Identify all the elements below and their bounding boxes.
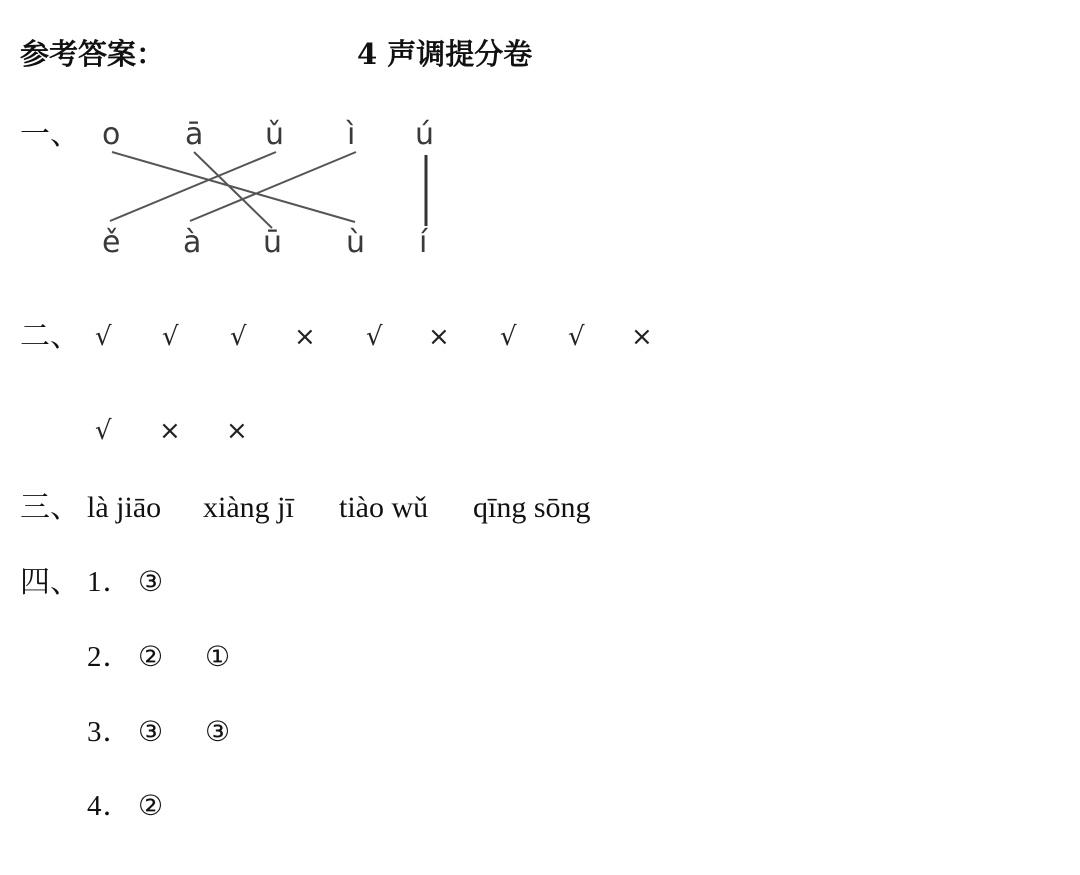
mark-cross: × [428, 322, 450, 352]
item-1-answer-1: ③ [138, 565, 164, 598]
item-1-number: 1． [87, 566, 133, 598]
section-4-label: 四、 [20, 565, 80, 600]
mark-check: √ [568, 322, 585, 352]
mark-check: √ [366, 322, 383, 352]
top-syllable-2: ā [185, 117, 204, 152]
mark-cross: × [226, 416, 248, 446]
bottom-syllable-2: à [183, 225, 202, 260]
top-syllable-5: ú [415, 117, 435, 152]
mark-check: √ [95, 416, 112, 446]
match-line-2 [194, 152, 272, 228]
pinyin-answer-4: qīng sōng [473, 491, 591, 524]
top-syllable-4: ì [347, 117, 356, 152]
top-syllable-3: ǔ [265, 117, 285, 152]
item-3-number: 3． [87, 716, 133, 748]
bottom-syllable-5: í [419, 225, 428, 260]
mark-check: √ [500, 322, 517, 352]
bottom-syllable-3: ū [263, 225, 283, 260]
item-3-answer-2: ③ [205, 715, 231, 748]
pinyin-answer-2: xiàng jī [203, 491, 294, 524]
mark-check: √ [230, 322, 247, 352]
section-1-label: 一、 [20, 117, 80, 152]
answer-label: 参考答案： [20, 37, 166, 71]
section-2-label: 二、 [20, 319, 80, 354]
bottom-syllable-4: ù [346, 225, 366, 260]
item-2-answer-2: ① [205, 640, 231, 673]
item-2-number: 2． [87, 641, 133, 673]
bottom-syllable-1: ě [102, 225, 121, 260]
pinyin-answer-1: là jiāo [87, 491, 162, 524]
mark-cross: × [631, 322, 653, 352]
section-3-label: 三、 [20, 490, 80, 525]
mark-cross: × [159, 416, 181, 446]
mark-cross: × [294, 322, 316, 352]
pinyin-answer-3: tiào wǔ [339, 491, 429, 524]
mark-check: √ [95, 322, 112, 352]
mark-check: √ [162, 322, 179, 352]
item-2-answer-1: ② [138, 640, 164, 673]
item-4-answer-1: ② [138, 789, 164, 822]
match-line-4 [190, 152, 356, 221]
match-line-3 [110, 152, 276, 221]
paper-title: 4 声调提分卷 [357, 37, 533, 71]
match-line-1 [112, 152, 355, 222]
top-syllable-1: o [102, 117, 121, 152]
item-4-number: 4． [87, 790, 133, 822]
item-3-answer-1: ③ [138, 715, 164, 748]
